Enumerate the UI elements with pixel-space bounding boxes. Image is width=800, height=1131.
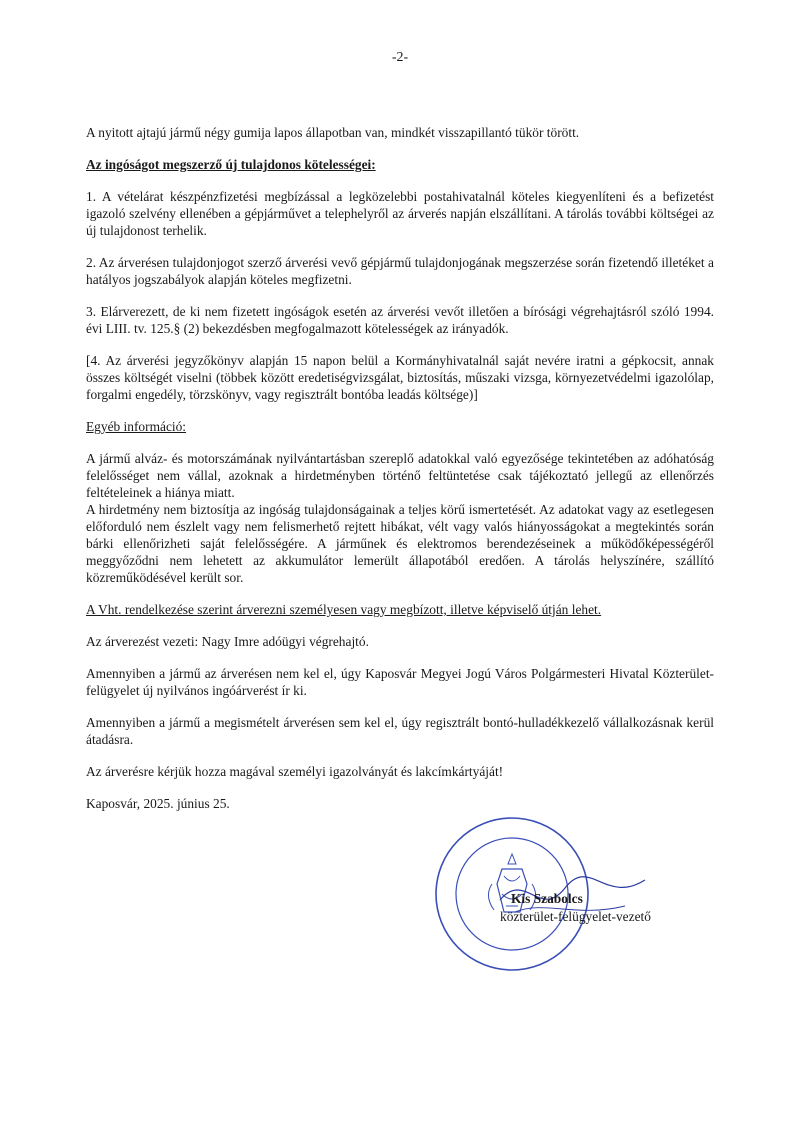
heading-obligations: Az ingóságot megszerző új tulajdonos kötelességei: <box>86 157 376 172</box>
paragraph-info-2: A hirdetmény nem biztosítja az ingóság tulajdonságainak a teljes körű ismertetését. Az adatokat vagy az esetlegesen előforduló nem észlelt vagy nem felismerhető rejtett hibákat, vélt vagy valós hiányosságokat a megtekintés során bárki ellenőrizheti saját felelősségére. A járműnek és elektromos berendezéseinek a működőképességéről meggyőződni nem lehetett az akkumulátor lemerült állapotából eredően. A tárolás helyszínére, szállító közreműködésével került sor. <box>86 502 714 585</box>
paragraph-not-sold: Amennyiben a jármű az árverésen nem kel el, úgy Kaposvár Megyei Jogú Város Polgármesteri Hivatal Közterület-felügyelet új nyilvános ingóárverést ír ki. <box>86 666 714 698</box>
paragraph-bring-id: Az árverésre kérjük hozza magával személyi igazolványát és lakcímkártyáját! <box>86 764 504 779</box>
paragraph-auctioneer: Az árverezést vezeti: Nagy Imre adóügyi végrehajtó. <box>86 634 369 649</box>
page-number: -2- <box>391 50 409 65</box>
heading-other-info: Egyéb információ: <box>86 419 187 434</box>
paragraph-obligation-2: 2. Az árverésen tulajdonjogot szerző árverési vevő gépjármű tulajdonjogának megszerzése során fizetendő illetéket a hatályos jogszabályok alapján köteles megfizetni. <box>86 255 714 287</box>
signatory-name: Kis Szabolcs <box>511 891 583 906</box>
paragraph-obligation-4: [4. Az árverési jegyzőkönyv alapján 15 napon belül a Kormányhivatalnál saját nevére iratni a gépkocsit, annak összes költségét viselni (többek között eredetiségvizsgálat, biztosítás, műszaki vizsga, környezetvédelmi igazolólap, forgalmi engedély, törzskönyv, vagy regisztrált bontóba leadás költsége)] <box>86 353 714 402</box>
document-body <box>86 124 714 827</box>
paragraph-vehicle-state: A nyitott ajtajú jármű négy gumija lapos állapotban van, mindkét visszapillantó tükör törött. <box>86 125 580 140</box>
heading-vht-rule: A Vht. rendelkezése szerint árverezni személyesen vagy megbízott, illetve képviselő útján lehet. <box>86 602 602 617</box>
paragraph-obligation-3: 3. Elárverezett, de ki nem fizetett ingóságok esetén az árverési vevőt illetően a bírósági végrehajtásról szóló 1994. évi LIII. tv. 125.§ (2) bekezdésben megfogalmazott kötelességek az irányadók. <box>86 304 714 336</box>
paragraph-date-place: Kaposvár, 2025. június 25. <box>86 796 230 811</box>
paragraph-obligation-1: 1. A vételárat készpénzfizetési megbízással a legközelebbi postahivatalnál köteles kiegyenlíteni és a befizetést igazoló szelvény ellenében a gépjárművet a telephelyről az árverés napján elszállítani. A tárolás további költségei az új tulajdonost terhelik. <box>86 189 714 238</box>
signatory-role: közterület-felügyelet-vezető <box>500 909 651 924</box>
paragraph-repeat-not-sold: Amennyiben a jármű a megismételt árverésen sem kel el, úgy regisztrált bontó-hulladékkezelő vállalkozásnak kerül átadásra. <box>86 715 714 747</box>
paragraph-info-1: A jármű alváz- és motorszámának nyilvántartásban szereplő adatokkal való egyezősége tekintetében az adóhatóság felelősséget nem vállal, azoknak a hirdetményben történő feltüntetése csak tájékoztató jellegű az ellenőrzés feltételeinek a hiánya miatt. <box>86 451 714 500</box>
